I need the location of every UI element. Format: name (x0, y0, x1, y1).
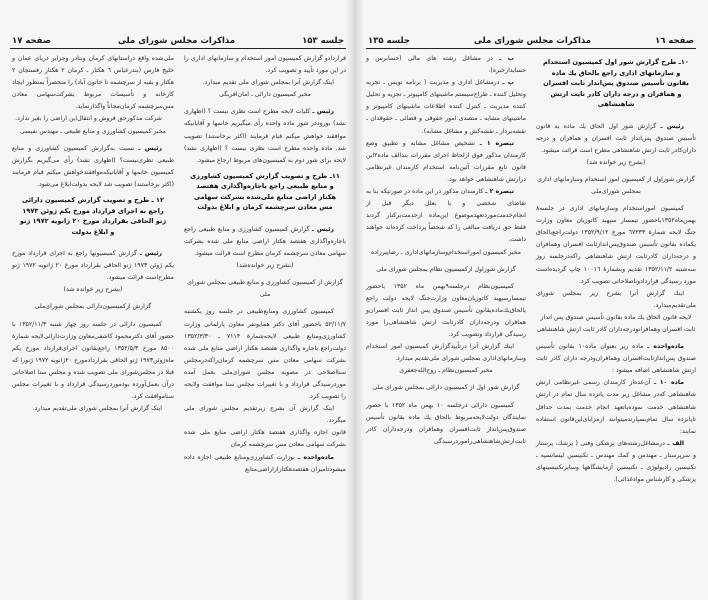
speaker-paragraph (12, 143, 174, 191)
speaker-paragraph (12, 248, 174, 284)
centered-line: گزارش شور اول از کمیسیون دارائی بمجلس شورای ملی (372, 384, 520, 392)
column-right (536, 53, 696, 486)
column-right (184, 53, 346, 476)
body-paragraph: اینک گزارش آنرا بمجلس شورای ملی تقدیم میدارد. (202, 79, 334, 87)
body-paragraph: کمیسیون کشاورزی ومنابع‌طبیعی در جلسه روز یکشنبه ۵۲/۱۱/۷ باحضور آقای دکتر همایونفر معاون پارلمانی وزارت کشاورزی‌ومنابع طبیعی لایحه‌شمارهٔ ۷۱۱۴ ـ ۱۳۵۲/۳/۳۰ دولت‌راجع باجاره واگذاری هفتصد هکتار اراضی منابع ملی شده بشرکت سهامی معادن مس سرچشمه کرمان‌راکه‌درمجلس سنااصلاحی در مصوبه مجلس شورای‌ملی بعمل آمده موردرسیدگی قرارداد و با تغییرات مجلس سنا موافقت ولایحه را تصویب کرد. (184, 308, 346, 401)
paragraph-text: تشخیص مشاغل مشابه و تطبیق وضع کارمندان مذکور فوق ازلحاظ اجرای مقررات بندالف ماده۲این قانون تابع مقررات آئین‌نامه استخدام کارمندان غیرنظامی درارتش شاهنشاهی خواهد بود. (366, 139, 526, 183)
body-paragraph: اینك گزارش آنرا بشرح زیر بمجلس شورای ملی‌تقدیم‌میدارد. (536, 289, 696, 309)
paragraph-text: آن‌عده‌از کارمندان رسمی غیرنظامی ارتش شاهنشاهی که‌در مشاغل زیر مدت پانزده سال تمام در ارتش شاهنشاهی خدمت نموده‌یاتعهد انجام خدمت بمدت حداقل تاپانزده سال تمام‌بسپارند‌میتوانند ازمزایای‌این‌قانون استفاده نمایند: (536, 379, 696, 435)
paragraph-text: گزارش کمیسیونها راجع به اجرای قرارداد مورخ یکم ژوئن ۱۹۷۳ ژنو الحاقی بقرارداد مورخ ۲۰ ژانویه ۱۹۷۲ ژنو مطرح‌است قرائت میشود. (12, 250, 174, 282)
centered-line: مخبر کمیسیون‌نظام ـ روح‌الله‌جعفری (399, 367, 493, 375)
header-title: مذاکرات مجلس شورای ملی (117, 36, 236, 46)
spine-shadow (354, 0, 364, 600)
speaker-label: تبصره ۲ ـ (485, 188, 514, 196)
speaker-label: ماده‌واحده ـ (647, 343, 685, 351)
speaker-paragraph (184, 224, 346, 260)
speaker-paragraph (536, 121, 696, 157)
body-paragraph: اینک گزارش آنرا بمجلس شورای ملی‌تقدیم میدارد. (32, 405, 162, 413)
body-paragraph: کمیسیون‌نظام درجلسه۹بهمن ماه ۱۳۵۲ باحضور تیمسارسپهبد کاتوزیان‌معاون وزارت‌جنگ لایحه دولت راجع بالحاق‌یك‌ماده‌بقانون تأسیس صندوق پس انداز ثابت افسران‌و همافران ودرجه‌داران کادرثابت ارتش شاهنشاهی‌را مورد رسیدگی قرارداد وتصویب کرد. (366, 282, 526, 339)
paragraph-text: بوزارت کشاورزی‌ومنابع طبیعی اجازه داده میشودتامیزان هفتصدهکتارازاراضی‌منابع (184, 453, 346, 473)
body-paragraph: کمیسیون اموراستخدام وسازمانهای اداری در جلسه۸ بهمن‌ماه۱۳۵۲باحضور تیمسار سپهبد کاتوزیان معاون وزارت جنگ لایحه شمارهٔ ٦۷۲۳۳ مورخ ۱۳۵۲/۹/۱۲ دولت‌راجع‌بالحاق یکماده بقانون تأسیس صندوق‌پس‌انداز‌ثابت افسران وهمافران و درجه‌داران کادرثابت ارتش شاهنشاهی راکه‌درجلسه روز سه‌شنبه ۱۳۵۲/۱۱/۲ تقدیم وبشمارهٔ ۱۰۰۱٦ چاپ گردیده‌است مورد رسیدگی قرارداد‌وباصلاحاتی تصویب کرد. (536, 205, 696, 285)
spine-shadow (346, 0, 354, 600)
column-left (12, 53, 174, 476)
centered-line: گزارش شوراول ازکمیسیون نظام بمجلس شورای ملی (376, 265, 516, 273)
session-label: جلسه ۱۳۵ (368, 36, 410, 46)
speaker-label: الف ـ (667, 439, 684, 447)
body-paragraph: قراردادو گزارش کمیسیون امور استخدام و سازمانهای اداری را در این مورد تأیید و تصویب کرد. (184, 55, 346, 75)
paragraph-text: درمشاغل اداری و مدیریت ( برنامه نویس ـ تجزیه وتحلیل کننده ـ طراح‌سیستم ماشینهای کامپیوتر ـ تجزیه و تحلیل کننده مدیریت ـ کنترل کننده اطلاعات ماشینهای کامپیوتر و ماشینهای مشابه ـ متصدی امور حقوقی و قضائی ـ حقوقدان ـ نقشه‌بردار ـ نقشه‌کش و مشاغل مشابه). (366, 79, 526, 135)
paragraph-text: کارمندان مذکور در این ماده در صورتیکه بنا به تقاضای شخصی و یا بعلل دیگر قبل از انجام‌خدمت‌موردتعهدموضوع این‌ماده ازخدمت‌برکنار گردند فقط حق دریافت مبالغی را که شخصاً پرداخت کرده‌اند خواهند داشت. (366, 188, 526, 244)
speaker-label: تبصره ۱ ـ (479, 139, 514, 147)
speaker-label: رئیس ـ (139, 250, 162, 258)
page-16 (354, 0, 708, 600)
page-header (10, 36, 346, 49)
body-paragraph: ملی‌شده واقع دراستانهای کرمان وبنادر وجزایر دریای عمان و خلیج فارس (بندرعباس ٦ هکتار ـ کرمان ۲ هکتار رفسنجان ۲ هکتار و بقیه از سرچشمه تا خاتون آباد) را منحصراً بمنظور ایجاد کارخانه و تأسیسات مربوط بشرکت‌سهامی معادن مس‌سرچشمه کرمان‌مجاناً واگذارنماید. (12, 55, 174, 111)
section-heading: ۱۰ـ طرح گزارش شور اول کمیسیون استخدام و سازمانهای اداری راجع بالحاق یك ماده بقانون تأسیس صندوق پس‌انداز ثابت افسران و همافران و درجه داران کادر ثابت ارتش شاهنشاهی (543, 58, 689, 108)
section-heading: ۱۱ـ طرح و تصویب گزارش کمیسیون کشاورزی و منابع طبیعی راجع باجاره‌واگذاری هفتصد هکتار اراضی منابع ملی‌شده بشرکت سهامی مس معادن سرچشمه کرمان و ابلاغ بدولت (190, 171, 340, 212)
paragraph-text: درمشاغل‌رشته‌های پزشکی وفنی ( پزشك، پرستار و سرپرستار ـ مهندس و کمك مهندس ـ تکنیسین لیسانسیه ـ تکنیسین رادیولوژی ـ تکنیسین آزمایشگاهها وسایرتکنیسینهای پزشکی و کارشناس موادغذائی). (536, 439, 696, 484)
column-left (366, 53, 526, 486)
paragraph-text: نسبت به‌گزارش کمیسیون کشاورزی و منابع طبیعی نظری‌نیست؟ (اظهاری نشد) رأی می‌گیریم بگزارش کمیسیون خانمها و آقایانیکه‌موافقندخواهش میکنم قیام فرمایند (اکثر برخاستند) تصویب شد لایحه بدولت‌ابلاغ می‌شود. (12, 144, 174, 188)
centered-line: مخبر کمیسیون کشاورزی و منابع طبیعی ـ مهندس نفیسی (20, 127, 166, 135)
centered-line: (بشرح زیر خوانده شد) (63, 286, 123, 294)
speaker-paragraph (366, 138, 526, 186)
speaker-label: پ ـ (502, 79, 514, 87)
centered-line: گزارش از کمیسیون کشاورزی و منابع طبیعی بمجلس شورای ملی (187, 279, 343, 299)
page-number: صفحه ۱۷ (12, 36, 51, 46)
speaker-paragraph (536, 341, 696, 377)
body-paragraph: کمیسیون دارائی در جلسه روز چهار شنبه ۱۳۵۲/۱۱/۳ با حضور آقای دکترمحمود کاشفی‌معاون وزارت‌دارائی‌لایحه شمارهٔ ۸۵۰۰ مورخ ۱۳۵۲/۵/۳ راجع‌بقانون اجرای‌قرارداد مورخ یکم ماه‌ژوئن۱۹۷۳ ژنو الحاقی بقراردادمورخ ۲۰ژانویه ۱۹۷۲ ژنورا که قبلا در مجلس‌شورای ملی تصویب شده و مجلس سنا اصلاحاتی درآن بعمل‌آورده بودموردرسیدگی قرارداد و با تغییرات مجلس سناموافقت کرد. (12, 320, 174, 401)
session-label: جلسه ۱۵۳ (302, 36, 344, 46)
speaker-paragraph (184, 106, 346, 166)
centered-line: مخبر کمیسیون اموراستخدام‌وسازمانهای‌اداری ـ رضاپیرزاده (371, 248, 521, 256)
centered-line: لایحه قانون الحاق یك ماده بقانون تأسیس صندوق پس انداز ثابت افسران وهمافرانودرجه‌داران کادر ثابت ارتش شاهنشاهی (536, 313, 696, 333)
centered-line: (بشرح زیر خوانده‌شد) (236, 262, 294, 270)
body-paragraph: شرکت مذکورحق فروش و انتقال‌این اراضی را بغیر ندارد. (15, 115, 162, 123)
page-number: صفحه ۱٦ (655, 36, 694, 46)
speaker-paragraph (366, 186, 526, 246)
paragraph-text: در مشاغل رشته های مالی (حسابرس و حسابدارخبره). (366, 55, 526, 75)
centered-line: گزارش ازکمیسیون‌دارائی بمجلس شورای‌ملی (34, 303, 152, 311)
section-heading: ۱۲ ـ طرح و تصویب گزارش کمیسیون دارائی راجع به اجرای قرارداد مورخ یکم ژوئن ۱۹۷۳ ژنو الحاقی بقرارداد مورخ ۲۰ ژانویه ۱۹۷۲ ژنو و ابلاغ بدولت (19, 196, 167, 236)
speaker-label: ماده ۱۰ ـ (653, 379, 684, 387)
speaker-label: رئیس ـ (311, 225, 334, 233)
body-paragraph: کمیسیون دارائی درجلسه ۱۰ بهمن ماه ۱۳۵۲ با حضور نمایندگان دولت‌لایحه‌مربوط بالحاق یك ماده بقانون تأسیس صندوق‌پس‌انداز ثابت‌افسران وهمافران ودرجه‌داران کادر ثابت‌ارتش‌شاهنشاهی‌راموردرسیدگی (366, 401, 526, 445)
speaker-label: رئیس ـ (312, 108, 334, 116)
paragraph-text: گزارش شور اول الحاق یك ماده به قانون تأسیس صندوق پس‌انداز ثابت افسران و همافران و درجه داران‌کادر ثابت ارتش شاهنشاهی مطرح است قرائت میشود. (536, 122, 696, 154)
speaker-label: ب ـ (499, 55, 514, 62)
body-paragraph: اینك گزارش آنرا درتأییدگزارش کمیسیون امور استخدام وسازمانهای‌اداری بمجلس شورای ملی‌تقدیم میدارد. (366, 343, 526, 363)
page-header (366, 36, 696, 49)
paragraph-text: ماده زیر بعنوان ماده۱۰ بقانون تأسیس صندوق پس‌اندازثابت‌افسران وهمافران‌ودرجه داران کادر ثابت ارتش شاهنشاهی اضافه میشود : (536, 343, 696, 375)
speaker-paragraph (366, 53, 526, 77)
body-paragraph: قانون اجازه واگذاری هفتصد هکتار اراضی منابع ملی شده بشرکت سهامی معادن مس سرچشمه کرمان (184, 429, 346, 449)
paragraph-text: کلیات لایحه مطرح است نظری نیست ؟ (اظهاری نشد) بوروددر شور ماده واحده رأی میگیریم خانمها و آقایانیکه موافقند خواهش میکنم قیام فرمایند (اکثر برخاستند) تصویب شد. ماده واحده مطرح است نظری نیست ؟ (اظهاری نشد) لایحه برای شور دوم به کمیسیون‌های مربوط ارجاع میشود. (184, 108, 346, 164)
body-paragraph: اینک گزارش آن بشرح زیرتقدیم مجلس شورای ملی میگردد. (184, 405, 346, 425)
speaker-label: ماده‌واحده ـ (297, 453, 334, 461)
speaker-label: رئیس ـ (138, 144, 162, 152)
speaker-paragraph (184, 452, 346, 476)
centered-line: گزارش شوراول از کمیسیون امور استخدام وسازمانهای اداری بمجلس شورای‌ملی (537, 175, 695, 195)
speaker-paragraph (366, 77, 526, 137)
centered-line: مخبر کمیسیون دارائی ـ امان‌افریگی (219, 91, 311, 99)
header-title: مذاکرات مجلس شورای ملی (473, 36, 592, 46)
speaker-label: رئیس ـ (660, 122, 684, 130)
speaker-paragraph (536, 377, 696, 437)
paragraph-text: گزارش کمیسیون کشاورزی و منابع طبیعی راجع باجاره‌واگذاری هفتصد هکتار اراضی منابع ملی شده بشرکت سهامی معادن سرچشمه کرمان مطرح است قرائت میشود. (184, 225, 346, 258)
speaker-paragraph (536, 438, 696, 486)
centered-line: (بشرح زیر خوانده شد) (586, 158, 646, 166)
